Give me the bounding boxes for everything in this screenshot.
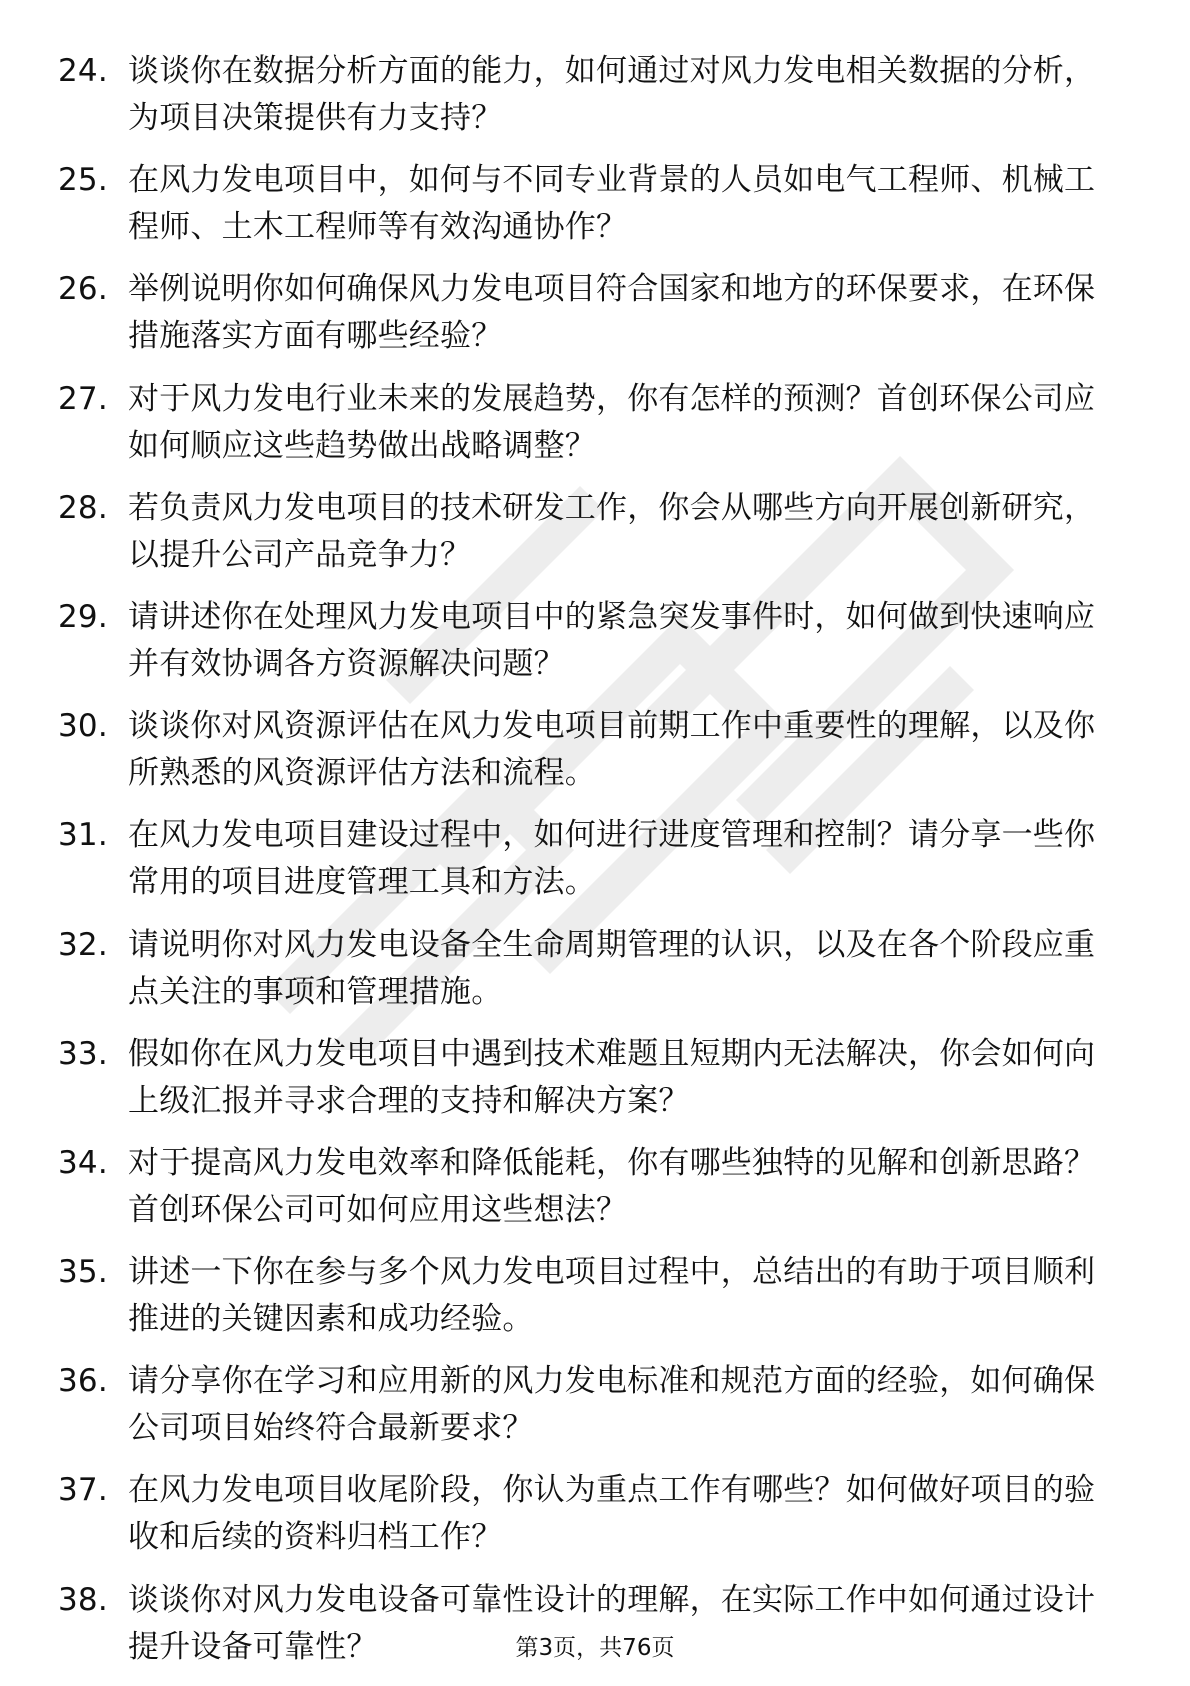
question-number: 30. (58, 708, 108, 745)
question-number: 35. (58, 1254, 108, 1291)
question-text: 若负责风力发电项目的技术研发工作，你会从哪些方向开展创新研究，以提升公司产品竞争力？ (128, 489, 1096, 573)
question-text: 对于风力发电行业未来的发展趋势，你有怎样的预测？首创环保公司应如何顺应这些趋势做出战略调整？ (128, 380, 1096, 464)
question-item (58, 1467, 1098, 1561)
question-text: 假如你在风力发电项目中遇到技术难题且短期内无法解决，你会如何向上级汇报并寻求合理的支持和解决方案？ (128, 1035, 1096, 1119)
question-text: 谈谈你在数据分析方面的能力，如何通过对风力发电相关数据的分析，为项目决策提供有力支持？ (128, 53, 1096, 136)
question-number: 38. (58, 1581, 108, 1618)
question-text: 讲述一下你在参与多个风力发电项目过程中，总结出的有助于项目顺利推进的关键因素和成功经验。 (128, 1254, 1096, 1338)
question-text: 举例说明你如何确保风力发电项目符合国家和地方的环保要求，在环保措施落实方面有哪些经验？ (128, 271, 1096, 355)
question-item (58, 157, 1098, 251)
question-number: 31. (58, 817, 108, 854)
question-item (58, 703, 1098, 797)
question-item (58, 812, 1098, 906)
question-item (58, 48, 1098, 142)
question-number: 36. (58, 1363, 108, 1400)
question-item (58, 1249, 1098, 1343)
question-text: 谈谈你对风力发电设备可靠性设计的理解，在实际工作中如何通过设计提升设备可靠性？ (128, 1581, 1096, 1665)
question-number: 37. (58, 1472, 108, 1509)
question-number: 28. (58, 489, 108, 526)
question-item (58, 1031, 1098, 1125)
question-text: 在风力发电项目建设过程中，如何进行进度管理和控制？请分享一些你常用的项目进度管理工具和方法。 (128, 817, 1096, 901)
question-item (58, 485, 1098, 579)
question-text: 在风力发电项目收尾阶段，你认为重点工作有哪些？如何做好项目的验收和后续的资料归档工作？ (128, 1472, 1096, 1556)
question-list (58, 48, 1098, 1686)
question-text: 请说明你对风力发电设备全生命周期管理的认识，以及在各个阶段应重点关注的事项和管理措施。 (128, 926, 1096, 1010)
question-item (58, 266, 1098, 360)
page-number-footer: 第3页，共76页 (515, 1635, 675, 1661)
question-number: 25. (58, 162, 108, 199)
question-text: 谈谈你对风资源评估在风力发电项目前期工作中重要性的理解，以及你所熟悉的风资源评估方法和流程。 (128, 708, 1096, 792)
question-item (58, 922, 1098, 1016)
question-number: 34. (58, 1144, 108, 1181)
question-item (58, 1140, 1098, 1234)
question-number: 24. (58, 53, 108, 89)
question-number: 27. (58, 380, 108, 417)
question-item (58, 594, 1098, 688)
question-item (58, 1358, 1098, 1452)
question-number: 26. (58, 271, 108, 308)
question-number: 32. (58, 926, 108, 963)
question-text: 对于提高风力发电效率和降低能耗，你有哪些独特的见解和创新思路？首创环保公司可如何应用这些想法？ (128, 1144, 1096, 1228)
question-text: 请分享你在学习和应用新的风力发电标准和规范方面的经验，如何确保公司项目始终符合最新要求？ (128, 1363, 1096, 1447)
question-text: 请讲述你在处理风力发电项目中的紧急突发事件时，如何做到快速响应并有效协调各方资源解决问题？ (128, 598, 1096, 682)
question-number: 33. (58, 1035, 108, 1072)
question-number: 29. (58, 598, 108, 635)
question-text: 在风力发电项目中，如何与不同专业背景的人员如电气工程师、机械工程师、土木工程师等有效沟通协作？ (128, 162, 1096, 246)
question-item (58, 376, 1098, 470)
